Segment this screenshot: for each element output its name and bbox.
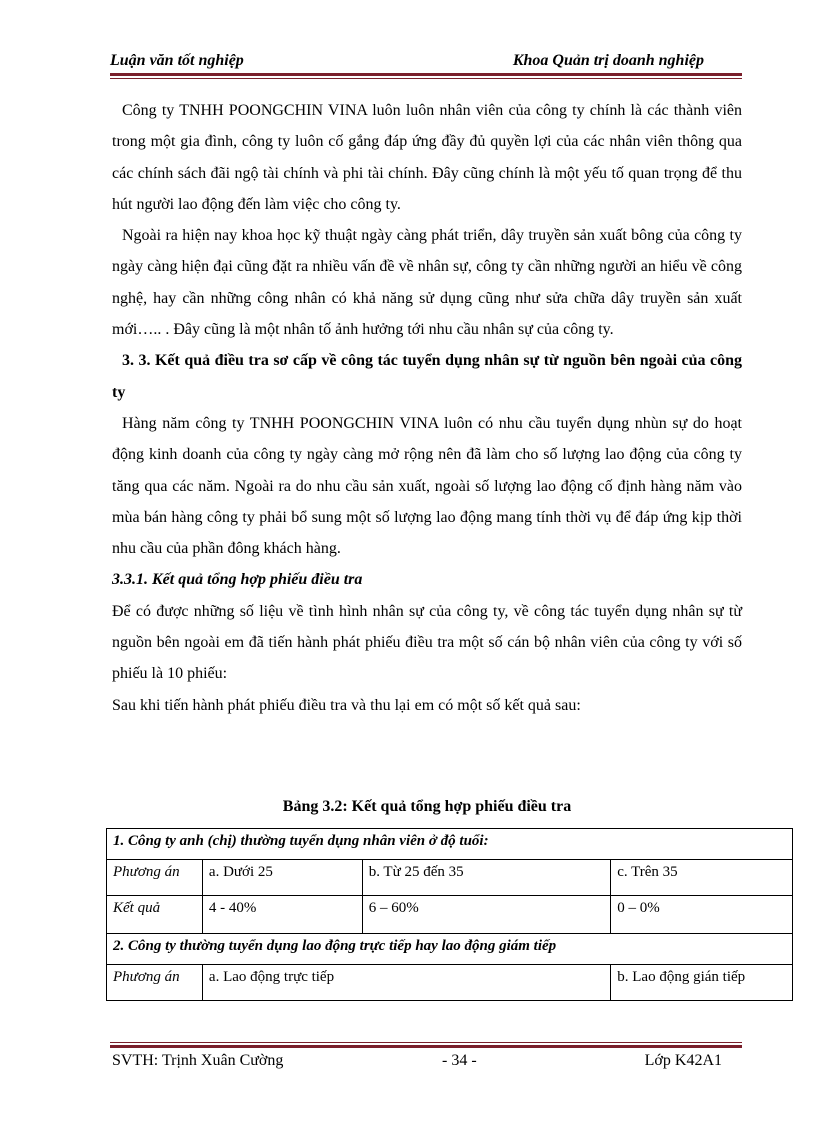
subsection-heading: 3.3.1. Kết quả tổng hợp phiếu điều tra (112, 571, 363, 589)
header-thesis-title: Luận văn tốt nghiệp (110, 52, 244, 69)
options-label: Phương án (107, 860, 203, 896)
survey-results-table (106, 828, 793, 1001)
table-row (107, 934, 793, 965)
page-footer (112, 1052, 742, 1074)
paragraph-1: Công ty TNHH POONGCHIN VINA luôn luôn nhân viên của công ty chính là các thành viên trong một gia đình, công ty luôn cố gắng đáp ứng đầy đủ quyền lợi của các nhân viên thông qua các chính sách đãi ngộ tài chính và phi tài chính. Đây cũng chính là một yếu tố quan trọng để thu hút người lao động đến làm việc cho công ty. (112, 102, 742, 213)
header-faculty: Khoa Quản trị doanh nghiệp (512, 52, 704, 69)
table-row (107, 860, 793, 896)
option-cell: b. Từ 25 đến 35 (362, 860, 611, 896)
header-rule (110, 73, 742, 76)
option-cell: a. Lao động trực tiếp (202, 965, 610, 1001)
footer-student: SVTH: Trịnh Xuân Cường (112, 1052, 284, 1069)
footer-class: Lớp K42A1 (644, 1052, 722, 1069)
option-cell: b. Lao động gián tiếp (611, 965, 793, 1001)
paragraph-5: Sau khi tiến hành phát phiếu điều tra và thu lại em có một số kết quả sau: (112, 696, 581, 714)
option-cell: c. Trên 35 (611, 860, 793, 896)
page-body (112, 95, 742, 721)
table-row (107, 965, 793, 1001)
result-cell: 4 - 40% (202, 896, 362, 934)
options-label: Phương án (107, 965, 203, 1001)
paragraph-3: Hàng năm công ty TNHH POONGCHIN VINA luôn có nhu cầu tuyển dụng nhùn sự do hoạt động kinh doanh của công ty ngày càng mở rộng nên đã làm cho số lượng lao động của công ty tăng qua các năm. Ngoài ra do nhu cầu sản xuất, ngoài số lượng lao động cố định hàng năm vào mùa bán hàng công ty phải bổ sung một số lượng lao động mang tính thời vụ để đáp ứng kịp thời nhu cầu của phần đông khách hàng. (112, 414, 742, 558)
page-header (110, 50, 740, 72)
question-2: 2. Công ty thường tuyển dụng lao động trực tiếp hay lao động giám tiếp (107, 934, 793, 965)
paragraph-2: Ngoài ra hiện nay khoa học kỹ thuật ngày càng phát triển, dây truyền sản xuất bông của công ty ngày càng hiện đại cũng đặt ra nhiều vấn đề về nhân sự, công ty cần những người an hiểu về công nghệ, hay cần những công nhân có khả năng sử dụng cũng như sửa chữa dây truyền sản xuất mới….. . Đây cũng là một nhân tố ảnh hưởng tới nhu cầu nhân sự của công ty. (112, 227, 742, 339)
results-label: Kết quả (107, 896, 203, 934)
result-cell: 0 – 0% (611, 896, 793, 934)
section-heading: 3. 3. Kết quả điều tra sơ cấp về công tác tuyển dụng nhân sự từ nguồn bên ngoài của công ty (112, 352, 742, 401)
footer-rule-thin (110, 1042, 742, 1043)
paragraph-4: Để có được những số liệu về tình hình nhân sự của công ty, về công tác tuyển dụng nhân sự từ nguồn bên ngoài em đã tiến hành phát phiếu điều tra một số cán bộ nhân viên của công ty với số phiếu là 10 phiếu: (112, 602, 742, 683)
footer-rule (110, 1045, 742, 1048)
question-1: 1. Công ty anh (chị) thường tuyển dụng nhân viên ở độ tuổi: (107, 829, 793, 860)
table-caption: Bảng 3.2: Kết quả tổng hợp phiếu điều tra (282, 798, 572, 815)
option-cell: a. Dưới 25 (202, 860, 362, 896)
table-row (107, 829, 793, 860)
table-row (107, 896, 793, 934)
header-rule-thin (110, 78, 742, 79)
result-cell: 6 – 60% (362, 896, 611, 934)
page-number: - 34 - (442, 1052, 477, 1069)
